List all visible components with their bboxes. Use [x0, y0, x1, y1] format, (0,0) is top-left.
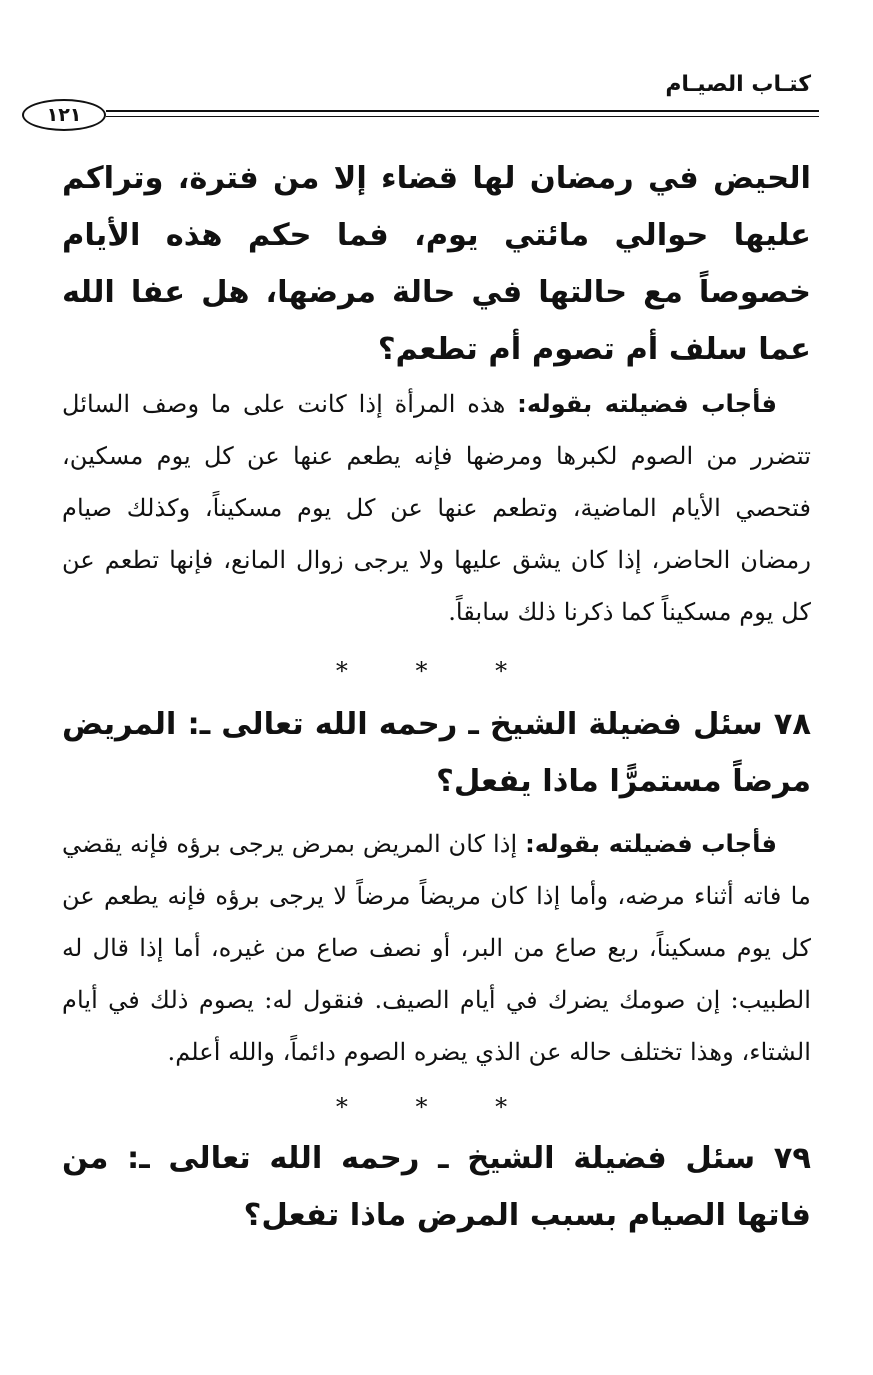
running-header-title: كتـاب الصيـام [665, 72, 811, 97]
intro-question: الحيض في رمضان لها قضاء إلا من فترة، وتراكم عليها حوالي مائتي يوم، فما حكم هذه الأيام خصوصاً مع حالتها في حالة مرضها، هل عفا الله عما سلف أم تصوم أم تطعم؟ [62, 161, 811, 367]
answer-2-lead: فأجاب فضيلته بقوله: [525, 830, 777, 858]
answer-1 [62, 378, 811, 638]
page-number: ١٢١ [46, 103, 82, 126]
page-number-badge [22, 99, 106, 131]
answer-1-text: هذه المرأة إذا كانت على ما وصف السائل تتضرر من الصوم لكبرها ومرضها فإنه يطعم عنها عن كل يوم مسكين، فتحصي الأيام الماضية، وتطعم عنها عن كل يوم مسكيناً، وكذلك صيام رمضان الحاضر، إذا كان يشق عليها ولا يرجى زوال المانع، فإنها تطعم عن كل يوم مسكيناً كما ذكرنا ذلك سابقاً. [62, 390, 811, 626]
section-separator-1: * * * [335, 657, 538, 685]
question-79: ٧٩ سئل فضيلة الشيخ ـ رحمه الله تعالى ـ: من فاتها الصيام بسبب المرض ماذا تفعل؟ [62, 1141, 811, 1233]
answer-1-lead: فأجاب فضيلته بقوله: [517, 390, 777, 418]
section-separator-2: * * * [335, 1093, 538, 1121]
page-content [62, 150, 811, 1244]
header-rule [106, 110, 819, 112]
header-rule-thin [106, 116, 819, 117]
answer-2-text: إذا كان المريض بمرض يرجى برؤه فإنه يقضي ما فاته أثناء مرضه، وأما إذا كان مريضاً مرضاً لا يرجى برؤه فإنه يطعم عن كل يوم مسكيناً، ربع صاع من البر، أو نصف صاع من غيره، أما إذا قال له الطبيب: إن صومك يضرك في أيام الصيف. فنقول له: يصوم ذلك في أيام الشتاء، وهذا تختلف حاله عن الذي يضره الصوم دائماً، والله أعلم. [62, 830, 811, 1066]
question-78: ٧٨ سئل فضيلة الشيخ ـ رحمه الله تعالى ـ: المريض مرضاً مستمرًّا ماذا يفعل؟ [62, 707, 811, 799]
answer-2 [62, 818, 811, 1078]
